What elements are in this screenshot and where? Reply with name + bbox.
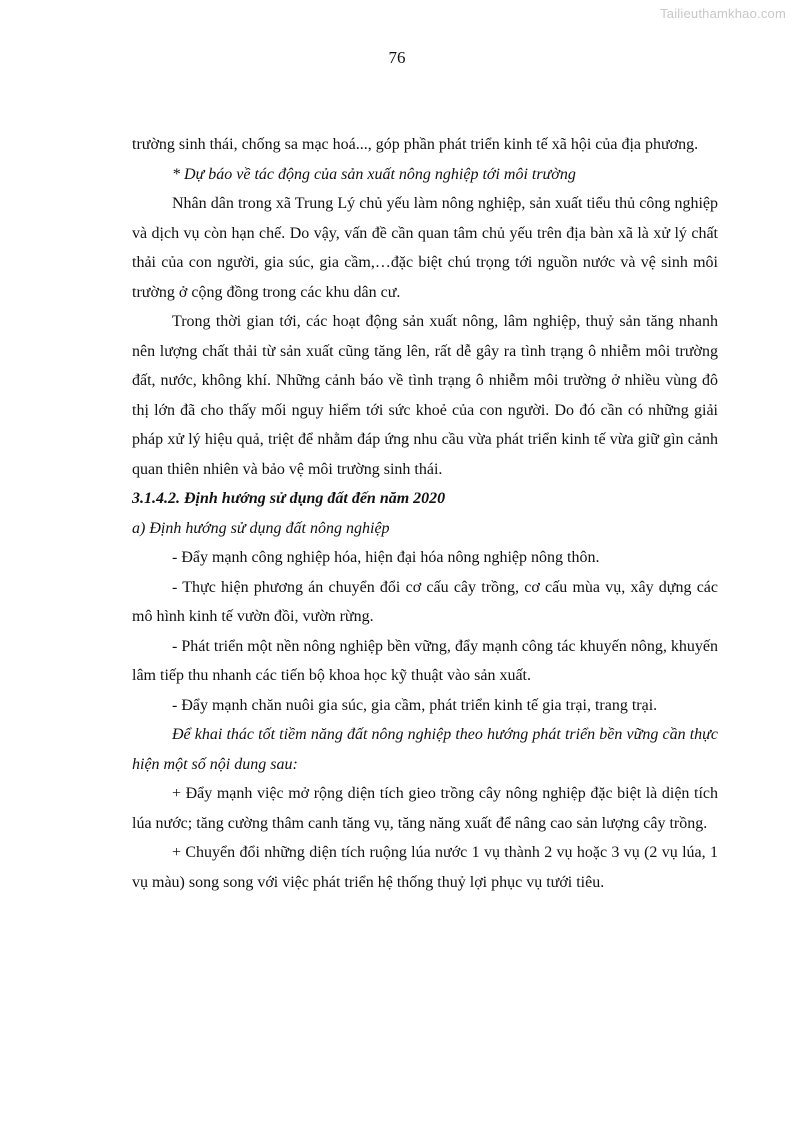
plus-item: + Đẩy mạnh việc mở rộng diện tích gieo trồng cây nông nghiệp đặc biệt là diện tích lúa nước; tăng cường thâm canh tăng vụ, tăng năng xuất để nâng cao sản lượng cây trồng. [132,785,718,832]
list-item: - Phát triển một nền nông nghiệp bền vững, đẩy mạnh công tác khuyến nông, khuyến lâm tiếp thu nhanh các tiến bộ khoa học kỹ thuật vào sản xuất. [132,637,718,684]
paragraph-continuation: trường sinh thái, chống sa mạc hoá..., góp phần phát triển kinh tế xã hội của địa phương. [132,136,699,153]
plus-item: + Chuyển đổi những diện tích ruộng lúa nước 1 vụ thành 2 vụ hoặc 3 vụ (2 vụ lúa, 1 vụ màu) song song với việc phát triển hệ thống thuỷ lợi phục vụ tưới tiêu. [132,844,718,891]
watermark: Tailieuthamkhao.com [660,6,786,21]
italic-intro: Để khai thác tốt tiềm năng đất nông nghiệp theo hướng phát triển bền vững cần thực hiện một số nội dung sau: [132,726,718,773]
section-heading: 3.1.4.2. Định hướng sử dụng đất đến năm 2020 [132,490,446,507]
page-number: 76 [388,48,406,67]
list-item: - Thực hiện phương án chuyển đổi cơ cấu cây trồng, cơ cấu mùa vụ, xây dựng các mô hình kinh tế vườn đồi, vườn rừng. [132,578,718,625]
list-item: - Đẩy mạnh công nghiệp hóa, hiện đại hóa nông nghiệp nông thôn. [172,549,600,566]
paragraph-population: Nhân dân trong xã Trung Lý chủ yếu làm nông nghiệp, sản xuất tiểu thủ công nghiệp và dịch vụ còn hạn chế. Do vậy, vấn đề cần quan tâm chủ yếu trên địa bàn xã là xử lý chất thải của con người, gia súc, gia cầm,…đặc biệt chú trọng tới nguồn nước và vệ sinh môi trường ở cộng đồng trong các khu dân cư. [132,195,718,301]
document-body [132,130,718,897]
list-item: - Đẩy mạnh chăn nuôi gia súc, gia cầm, phát triển kinh tế gia trại, trang trại. [172,696,658,714]
subheading-forecast: * Dự báo về tác động của sản xuất nông nghiệp tới môi trường [172,165,576,183]
subsection-heading: a) Định hướng sử dụng đất nông nghiệp [132,519,390,537]
paragraph-pollution: Trong thời gian tới, các hoạt động sản xuất nông, lâm nghiệp, thuỷ sản tăng nhanh nên lượng chất thải từ sản xuất cũng tăng lên, rất dễ gây ra tình trạng ô nhiễm môi trường đất, nước, không khí. Những cảnh báo về tình trạng ô nhiễm môi trường ở nhiều vùng đô thị lớn đã cho thấy mối nguy hiểm tới sức khoẻ của con người. Do đó cần có những giải pháp xử lý hiệu quả, triệt để nhằm đáp ứng nhu cầu vừa phát triển kinh tế vừa giữ gìn cảnh quan thiên nhiên và bảo vệ môi trường sinh thái. [132,313,718,478]
